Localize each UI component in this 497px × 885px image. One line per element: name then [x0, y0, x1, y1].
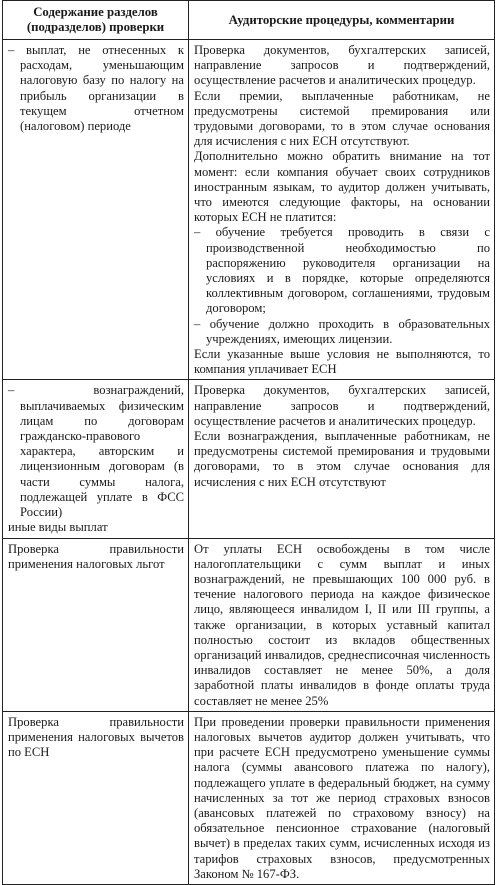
row-2-left-other: иные виды выплат — [8, 520, 108, 535]
row-4-left — [3, 711, 189, 884]
row-1-para-1: Проверка документов, бухгалтерских записей, направление запросов и подтверждений, осуществление расчетов и аналитических процедур. — [194, 43, 490, 88]
row-2-para-1: Проверка документов, бухгалтерских записей, направление запросов и подтверждений, осуществление расчетов и аналитических процедур. — [194, 383, 490, 428]
row-4-right-text: При проведении проверки правильности применения налоговых вычетов аудитор должен учитывать, что при расчете ЕСН предусмотрено уменьшение суммы налога (суммы авансового платежа по налогу), подлежащего уплате в федеральный бюджет, на сумму начисленных за тот же период страховых взносов (авансовых платежей по страховому взносу) на обязательное пенсионное страхование (налоговый вычет) в пределах таких сумм, исчисленных исходя из тарифов страховых взносов, предусмотренных Законом № 167-ФЗ. — [194, 714, 490, 881]
row-1-left — [3, 40, 189, 380]
row-1-bullet-2: – обучение должно проходить в образовательных учреждениях, имеющих лицензии. — [194, 316, 490, 346]
row-1-left-text: – выплат, не отнесенных к расходам, уменьшающим налоговую базу по налогу на прибыль организации в текущем отчетном (налоговом) периоде — [8, 43, 184, 134]
row-1-para-3: Дополнительно можно обратить внимание на тот момент: если компания обучает своих сотрудников иностранным языкам, то аудитор должен учитывать, что имеются следующие факторы, на основании которых ЕСН не платится: — [194, 149, 490, 225]
row-4-right — [189, 711, 495, 884]
row-3-right — [189, 538, 495, 711]
row-3-left-text: Проверка правильности применения налоговых льгот — [8, 541, 184, 571]
table-header-row — [3, 1, 495, 40]
header-sections: Содержание разделов (подразделов) проверки — [3, 1, 189, 40]
row-4-left-text: Проверка правильности применения налоговых вычетов по ЕСН — [8, 714, 184, 760]
row-1-para-4: Если указанные выше условия не выполняются, то компания уплачивает ЕСН — [194, 347, 490, 377]
header-procedures: Аудиторские процедуры, комментарии — [189, 1, 495, 40]
row-3-right-text: От уплаты ЕСН освобождены в том числе налогоплательщики с сумм выплат и иных вознаграждений, не превышающих 100 000 руб. в течение налогового периода на каждое физическое лицо, являющееся инвалидом I, II или III группы, а также организации, в которых уставный капитал полностью состоит из вкладов общественных организаций инвалидов, среднесписочная численность инвалидов составляет не менее 50%, а доля заработной платы инвалидов в фонде оплаты труда составляет не менее 25% — [194, 541, 490, 708]
row-2-para-2: Если вознаграждения, выплаченные работникам, не предусмотрены системой премирования и трудовыми договорами, то в этом случае основания для исчисления с них ЕСН отсутствуют — [194, 429, 490, 489]
row-2-right — [189, 380, 495, 538]
row-3-left — [3, 538, 189, 711]
table-row — [3, 40, 495, 380]
row-1-bullet-1: – обучение требуется проводить в связи с производственной необходимостью по распоряжению руководителя организации на условиях и в порядке, которые определяются коллективным договором, соглашениями, трудовым договором; — [194, 225, 490, 316]
row-1-right — [189, 40, 495, 380]
row-1-para-2: Если премии, выплаченные работникам, не предусмотрены системой премирования или трудовыми договорами, то в этом случае основания для исчисления с них ЕСН отсутствуют. — [194, 88, 490, 149]
row-2-left-text: – вознаграждений, выплачиваемых физическим лицам по договорам гражданско-правового характера, авторским и лицензионным договорам (в части суммы налога, подлежащей уплате в ФСС России) — [8, 383, 184, 520]
table-row — [3, 380, 495, 538]
row-2-left — [3, 380, 189, 538]
audit-procedures-table — [2, 0, 495, 885]
table-row — [3, 711, 495, 884]
table-row — [3, 538, 495, 711]
